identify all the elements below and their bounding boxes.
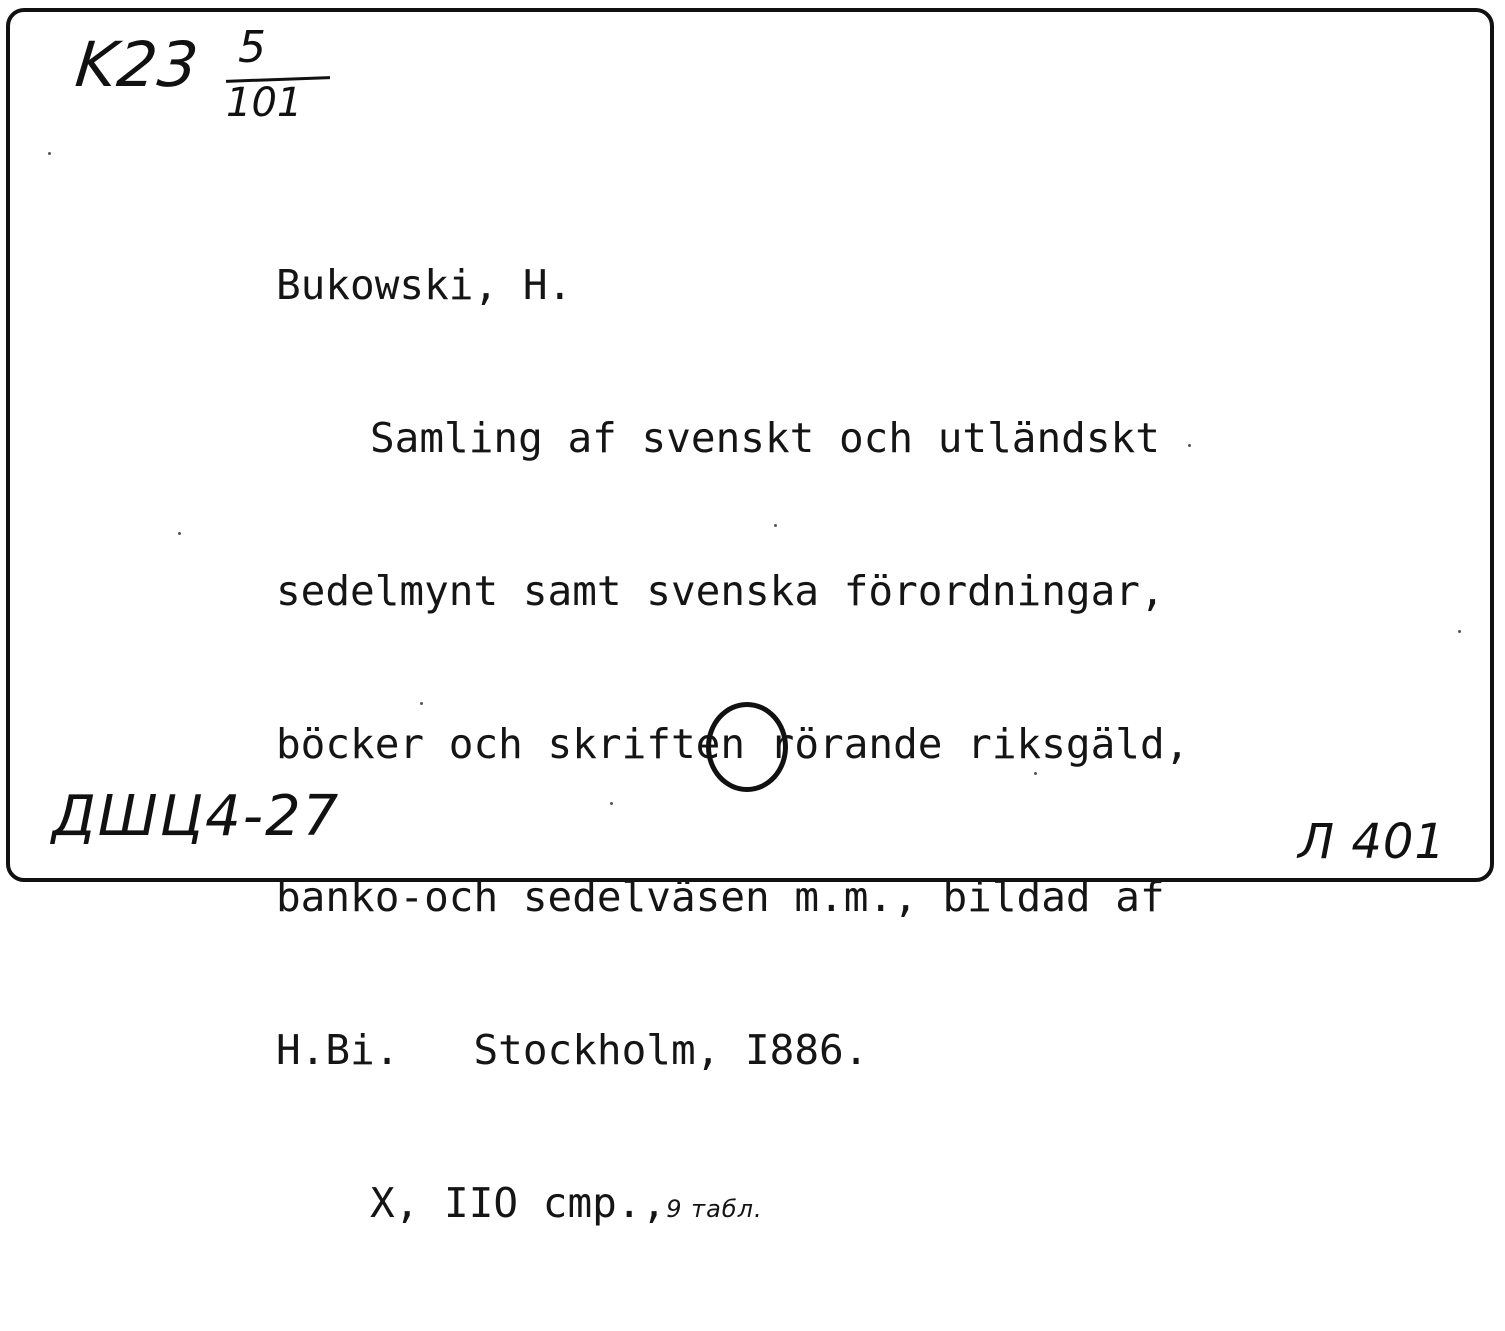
speck <box>1034 772 1037 775</box>
entry-title-line-5: H.Bi. Stockholm, I886. <box>276 1026 869 1074</box>
speck <box>1188 444 1191 447</box>
entry-collation-line <box>276 1178 1189 1229</box>
speck <box>610 802 613 805</box>
shelfmark-main: K23 <box>72 28 203 101</box>
speck <box>178 532 181 535</box>
entry-heading: Bukowski, H. <box>276 261 573 309</box>
shelfmark-denominator: 101 <box>226 80 303 126</box>
speck <box>48 152 51 155</box>
entry-title-line-3: böcker och skriften rörande riksgäld, <box>276 720 1190 768</box>
entry-title-line-1: Samling af svenskt och utländskt <box>370 414 1160 462</box>
speck <box>774 524 777 527</box>
shelfmark-numerator: 5 <box>238 22 266 73</box>
entry-collation: X, IIO cmp., <box>370 1179 667 1227</box>
bottom-left-code: ДШЦ4-27 <box>52 784 341 849</box>
speck <box>1458 630 1461 633</box>
entry-collation-handwritten: 9 табл. <box>666 1195 763 1223</box>
catalog-card <box>6 8 1494 1227</box>
shelfmark <box>72 22 366 143</box>
card-punch-hole <box>706 702 788 792</box>
bottom-right-code: Л 401 <box>1298 814 1446 870</box>
entry-title-line-2: sedelmynt samt svenska förordningar, <box>276 567 1165 615</box>
entry-title-line-4: banko-och sedelväsen m.m., bildad af <box>276 873 1165 921</box>
speck <box>420 702 423 705</box>
